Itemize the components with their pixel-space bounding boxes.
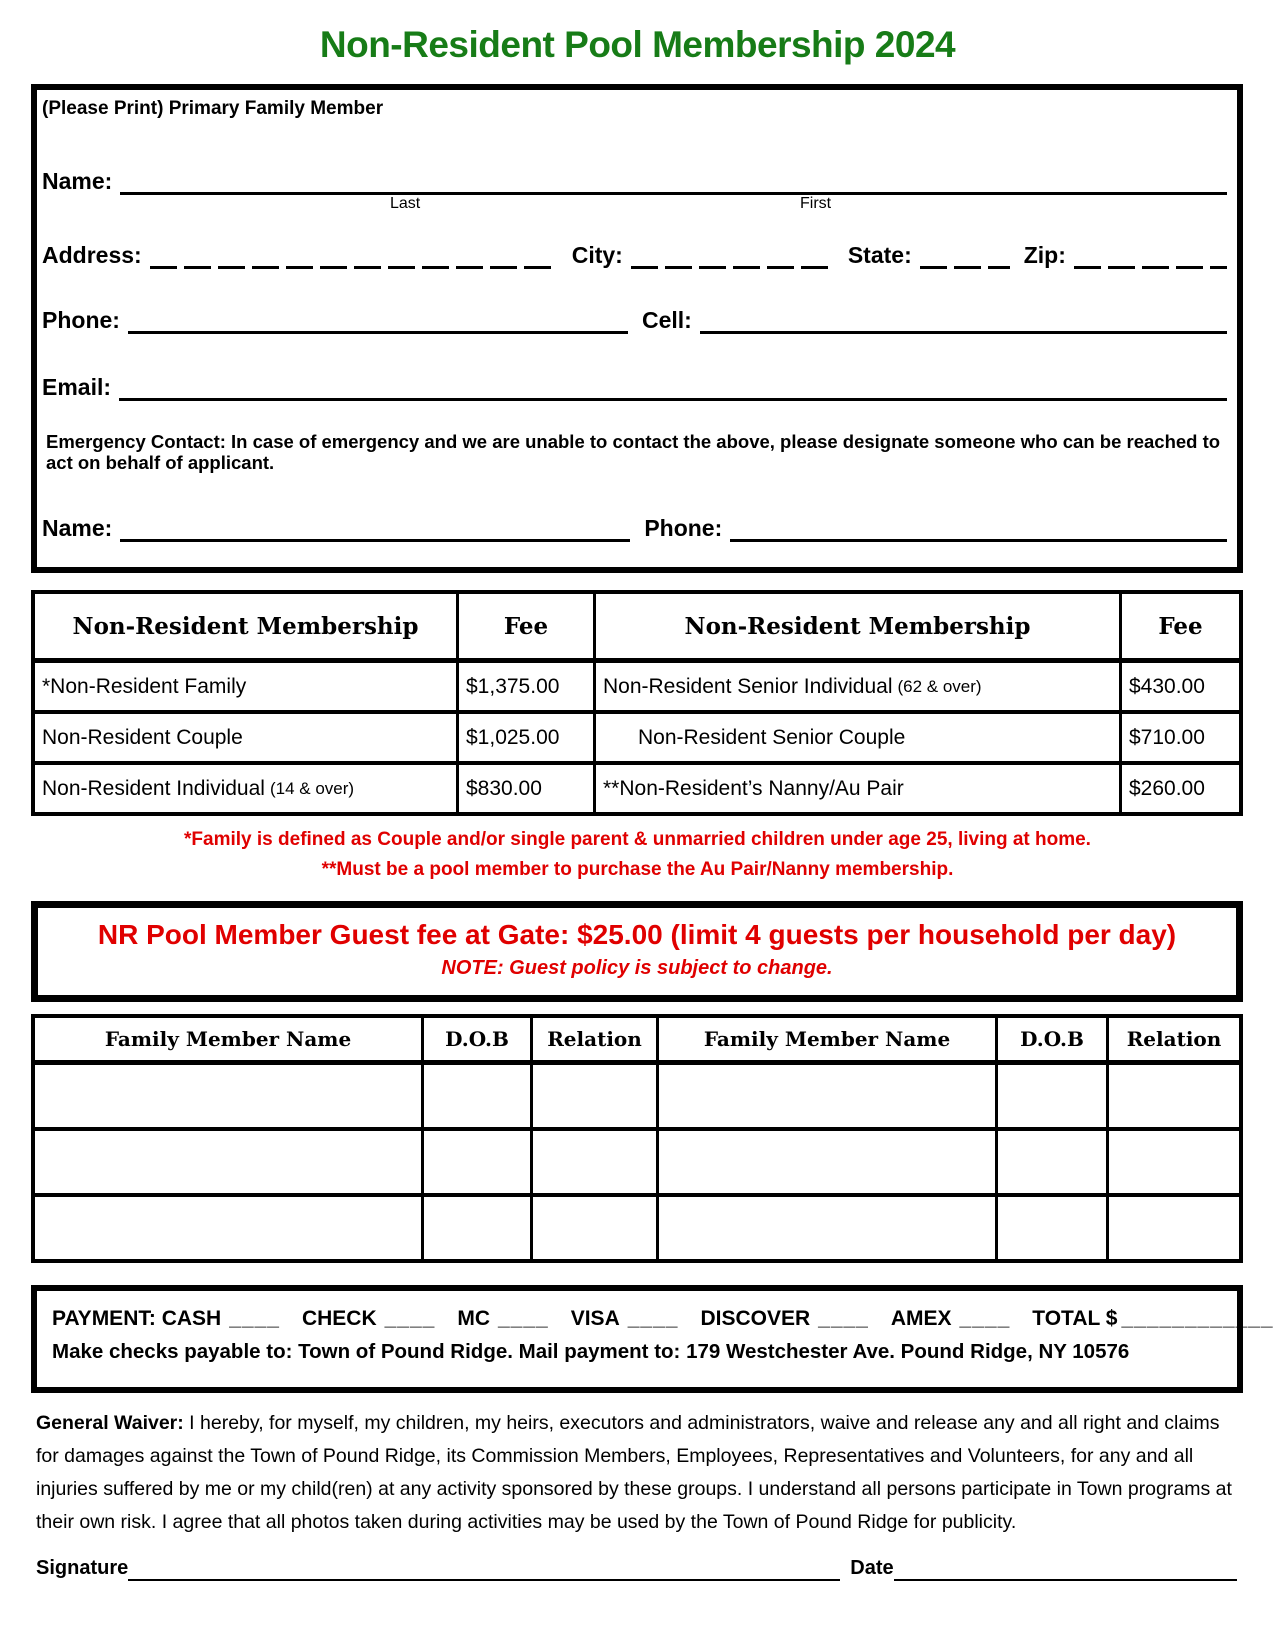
fee-row-label: Non-Resident Individual (14 & over) (35, 765, 459, 812)
please-print-header: (Please Print) Primary Family Member (42, 98, 384, 119)
waiver-body: I hereby, for myself, my children, my heirs, executors and administrators, waive and release any and all right and claims for damages against the Town of Pound Ridge, its Commission Members, Employees, Representatives and Volunteers, for any and all injuries suffered by me or my child(ren) at any activity sponsored by these groups. I understand all persons participate in Town programs at their own risk. I agree that all photos taken during activities may be used by the Town of Pound Ridge for publicity. (36, 1412, 1232, 1533)
family-cell[interactable] (998, 1065, 1109, 1131)
page-title: Non-Resident Pool Membership 2024 (319, 24, 956, 65)
fee-row-fee: $1,025.00 (459, 714, 596, 765)
fee-table-header: Non-Resident Membership (35, 594, 459, 663)
cell-label: Cell: (641, 307, 692, 333)
address-label: Address: (42, 242, 142, 268)
family-table-header: Family Member Name (659, 1018, 998, 1065)
family-cell[interactable] (35, 1065, 424, 1131)
email-label: Email: (42, 374, 112, 400)
payment-box (31, 1285, 1274, 1393)
payment-method-check-blank[interactable]: ____ (384, 1307, 436, 1330)
family-cell[interactable] (533, 1197, 659, 1259)
payment-method-mc-blank[interactable]: ____ (498, 1307, 549, 1330)
family-cell[interactable] (1109, 1197, 1239, 1259)
first-hint: First (800, 195, 832, 212)
family-cell[interactable] (659, 1197, 998, 1259)
state-label: State: (847, 242, 912, 268)
family-cell[interactable] (1109, 1065, 1239, 1131)
signature-fill-line[interactable] (128, 1553, 840, 1581)
signature-label: Signature (36, 1557, 129, 1579)
last-hint: Last (390, 195, 421, 212)
general-waiver-text (36, 1407, 1233, 1539)
name-fill-line[interactable] (120, 164, 1227, 195)
payment-method-visa-label: VISA (570, 1307, 620, 1330)
emergency-phone-label: Phone: (644, 515, 723, 541)
make-checks-text: Make checks payable to: Town of Pound Ridge. Mail payment to: 179 Westchester Ave. Pound Ridge, NY 10576 (52, 1340, 1130, 1363)
fee-row-label: *Non-Resident Family (35, 663, 459, 714)
city-fill-line[interactable] (631, 241, 834, 269)
family-cell[interactable] (424, 1065, 533, 1131)
address-fill-line[interactable] (150, 241, 558, 269)
payment-method-cash-label: CASH (161, 1307, 222, 1330)
payment-method-discover-blank[interactable]: ____ (818, 1307, 869, 1330)
primary-info-box (31, 84, 1243, 573)
payment-method-amex-blank[interactable]: ____ (959, 1307, 1011, 1330)
family-cell[interactable] (659, 1065, 998, 1131)
fee-table (31, 590, 1243, 816)
fee-row-fee: $710.00 (1122, 714, 1239, 765)
family-cell[interactable] (35, 1131, 424, 1197)
city-label: City: (571, 242, 623, 268)
payment-method-visa-blank[interactable]: ____ (627, 1307, 679, 1330)
fee-row-label: Non-Resident Senior Couple (596, 714, 1122, 765)
family-cell[interactable] (533, 1065, 659, 1131)
family-table-header: Relation (533, 1018, 659, 1065)
nanny-requirement-note: **Must be a pool member to purchase the Au Pair/Nanny membership. (321, 859, 954, 880)
emergency-name-label: Name: (42, 515, 113, 541)
payment-method-check-label: CHECK (301, 1307, 377, 1330)
fee-row-label: **Non-Resident’s Nanny/Au Pair (596, 765, 1122, 812)
fee-row-label: Non-Resident Couple (35, 714, 459, 765)
guest-fee-box (31, 901, 1243, 1002)
payment-line (52, 1307, 1274, 1331)
emergency-phone-fill-line[interactable] (730, 511, 1227, 542)
fee-row-fee: $1,375.00 (459, 663, 596, 714)
family-cell[interactable] (1109, 1131, 1239, 1197)
family-cell[interactable] (35, 1197, 424, 1259)
cell-fill-line[interactable] (700, 303, 1227, 334)
payment-label: PAYMENT: (52, 1307, 156, 1330)
guest-policy-note: NOTE: Guest policy is subject to change. (441, 957, 833, 979)
family-table-header: D.O.B (998, 1018, 1109, 1065)
zip-fill-line[interactable] (1074, 241, 1227, 269)
family-table-header: Relation (1109, 1018, 1239, 1065)
date-fill-line[interactable] (894, 1553, 1237, 1581)
guest-fee-text: NR Pool Member Guest fee at Gate: $25.00 (limit 4 guests per household per day) (97, 919, 1177, 950)
fee-row-fee: $430.00 (1122, 663, 1239, 714)
fee-row-fee: $830.00 (459, 765, 596, 812)
payment-method-amex-label: AMEX (890, 1307, 952, 1330)
payment-method-cash-blank[interactable]: ____ (229, 1307, 280, 1330)
fee-table-header: Non-Resident Membership (596, 594, 1122, 663)
fee-row-fee: $260.00 (1129, 776, 1205, 800)
emergency-contact-text: Emergency Contact: In case of emergency and we are unable to contact the above, please designate someone who can be reached to act on behalf of applicant. (46, 431, 1221, 473)
signature-row (36, 1553, 1237, 1581)
family-cell[interactable] (533, 1131, 659, 1197)
family-cell[interactable] (998, 1131, 1109, 1197)
emergency-name-fill-line[interactable] (120, 511, 630, 542)
state-fill-line[interactable] (920, 241, 1010, 269)
family-cell[interactable] (659, 1131, 998, 1197)
total-blank[interactable]: ____________ (1121, 1307, 1274, 1330)
fee-table-header: Fee (1122, 594, 1239, 663)
name-hints (42, 195, 1227, 219)
family-cell[interactable] (424, 1197, 533, 1259)
payment-method-mc-label: MC (457, 1307, 490, 1330)
payment-method-discover-label: DISCOVER (700, 1307, 811, 1330)
waiver-label: General Waiver: (36, 1412, 184, 1434)
zip-label: Zip: (1023, 242, 1066, 268)
family-member-table (31, 1014, 1243, 1263)
family-cell[interactable] (424, 1131, 533, 1197)
email-fill-line[interactable] (119, 370, 1227, 401)
family-definition-note: *Family is defined as Couple and/or single parent & unmarried children under age 25, living at home. (184, 829, 1091, 850)
name-label: Name: (42, 168, 113, 194)
phone-fill-line[interactable] (128, 303, 628, 334)
family-table-header: D.O.B (424, 1018, 533, 1065)
date-label: Date (850, 1557, 894, 1579)
family-cell[interactable] (998, 1197, 1109, 1259)
family-table-header: Family Member Name (35, 1018, 424, 1065)
fee-table-header: Fee (459, 594, 596, 663)
total-label: TOTAL $ (1032, 1307, 1118, 1330)
fee-row-label: Non-Resident Senior Individual (62 & over) (596, 663, 1122, 714)
phone-label: Phone: (42, 307, 120, 333)
